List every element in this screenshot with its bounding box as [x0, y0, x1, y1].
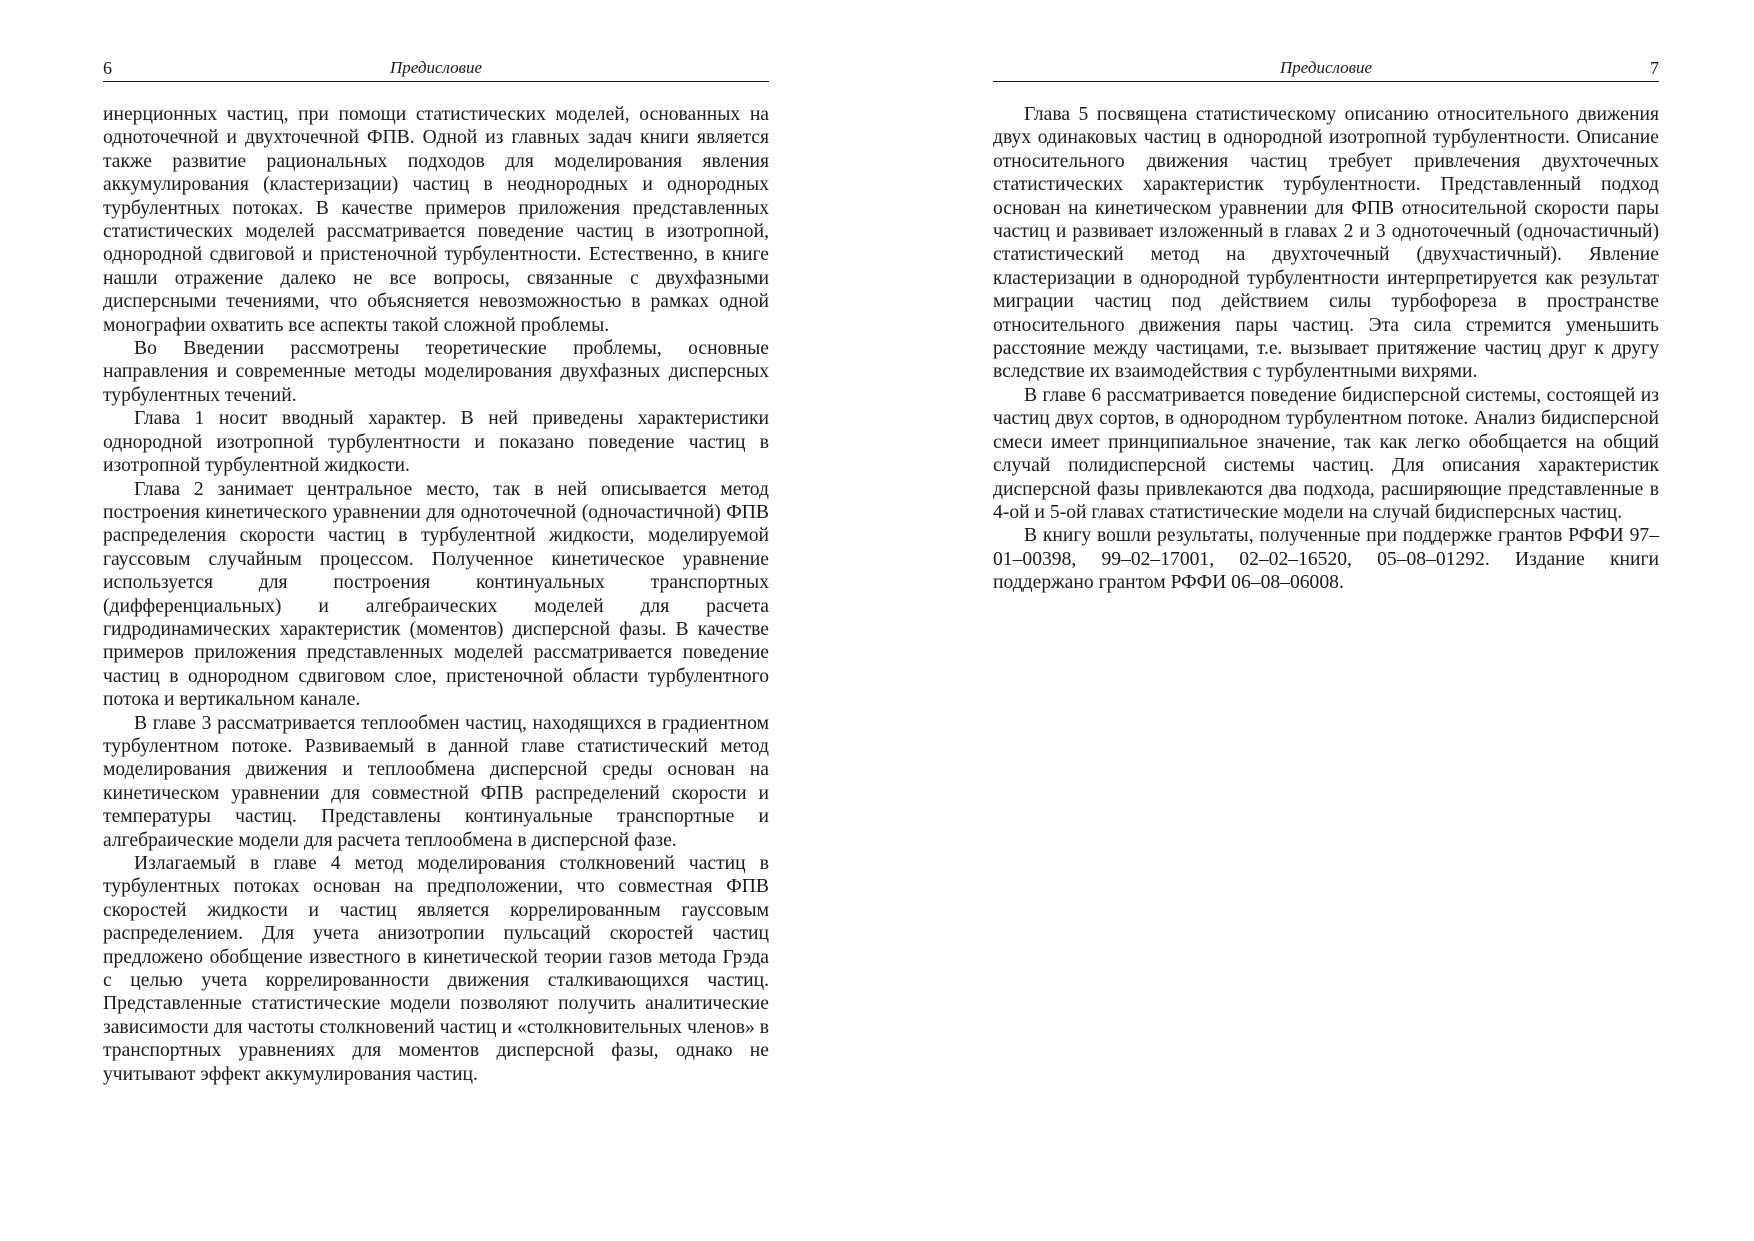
- paragraph: Излагаемый в главе 4 метод моделирования столкновений частиц в турбулентных потоках основан на предположении, что совместная ФПВ скоростей жидкости и частиц является коррелированным гауссовым распределением. Для учета анизотропии пульсаций скоростей частиц предложено обобщение известного в кинетической теории газов метода Грэда с целью учета коррелированности движения сталкивающихся частиц. Представленные статистические модели позволяют получить аналитические зависимости для частоты столкновений частиц и «столкновительных членов» в транспортных уравнениях для моментов дисперсной фазы, однако не учитывают эффект аккумулирования частиц.: [103, 853, 769, 1085]
- left-page: [103, 52, 769, 1086]
- left-page-number: 6: [103, 58, 112, 78]
- paragraph: В главе 6 рассматривается поведение бидисперсной системы, состоящей из частиц двух сортов, в однородном турбулентном потоке. Анализ бидисперсной смеси имеет принципиальное значение, так как легко обобщается на общий случай полидисперсной системы частиц. Для описания характеристик дисперсной фазы привлекаются два подхода, расширяющие представленные в 4-ой и 5-ой главах статистические модели на случай бидисперсных частиц.: [993, 384, 1659, 523]
- left-running-title: Предисловие: [389, 58, 483, 77]
- left-body-text: [103, 103, 769, 1086]
- right-running-title: Предисловие: [1279, 58, 1373, 77]
- right-body-text: [993, 103, 1659, 595]
- paragraph: Глава 5 посвящена статистическому описанию относительного движения двух одинаковых частиц в однородной изотропной турбулентности. Описание относительного движения частиц требует привлечения двухточечных статистических характеристик турбулентности. Представленный подход основан на кинетическом уравнении для ФПВ относительной скорости пары частиц и развивает изложенный в главах 2 и 3 одноточечный (одночастичный) статистический метод на двухточечный (двухчастичный). Явление кластеризации в однородной турбулентности интерпретируется как результат миграции частиц под действием силы турбофореза в пространстве относительного движения пары частиц. Эта сила стремится уменьшить расстояние между частицами, т.е. вызывает притяжение частиц друг к другу вследствие их взаимодействия с турбулентными вихрями.: [993, 104, 1659, 383]
- paragraph: В книгу вошли результаты, полученные при поддержке грантов РФФИ 97–01–00398, 99–02–17001, 02–02–16520, 05–08–01292. Издание книги поддержано грантом РФФИ 06–08–06008.: [993, 525, 1659, 594]
- paragraph: В главе 3 рассматривается теплообмен частиц, находящихся в градиентном турбулентном потоке. Развиваемый в данной главе статистический метод моделирования движения и теплообмена дисперсной среды основан на кинетическом уравнении для совместной ФПВ распределений скорости и температуры частиц. Представлены континуальные транспортные и алгебраические модели для расчета теплообмена в дисперсной фазе.: [103, 712, 769, 851]
- right-running-head: [993, 52, 1659, 82]
- right-page: [993, 52, 1659, 595]
- paragraph: Глава 2 занимает центральное место, так в ней описывается метод построения кинетического уравнении для одноточечной (одночастичной) ФПВ распределения скорости частиц в турбулентной жидкости, моделируемой гауссовым случайным процессом. Полученное кинетическое уравнение используется для построения континуальных транспортных (дифференциальных) и алгебраических моделей для расчета гидродинамических характеристик (моментов) дисперсной фазы. В качестве примеров приложения представленных моделей рассматривается поведение частиц в однородном сдвиговом слое, пристеночной области турбулентного потока и вертикальном канале.: [103, 478, 769, 711]
- paragraph: Во Введении рассмотрены теоретические проблемы, основные направления и современные методы моделирования двухфазных дисперсных турбулентных течений.: [103, 338, 769, 406]
- paragraph: Глава 1 носит вводный характер. В ней приведены характеристики однородной изотропной турбулентности и показано поведение частиц в изотропной турбулентной жидкости.: [103, 408, 769, 477]
- paragraph: инерционных частиц, при помощи статистических моделей, основанных на одноточечной и двухточечной ФПВ. Одной из главных задач книги является также развитие рациональных подходов для моделирования явления аккумулирования (кластеризации) частиц в неоднородных и однородных турбулентных потоках. В качестве примеров приложения представленных статистических моделей рассматривается поведение частиц в изотропной, однородной сдвиговой и пристеночной турбулентности. Естественно, в книге нашли отражение далеко не все вопросы, связанные с двухфазными дисперсными течениями, что объясняется невозможностью в рамках одной монографии охватить все аспекты такой сложной проблемы.: [103, 104, 769, 336]
- left-running-head: [103, 52, 769, 82]
- right-page-number: 7: [1650, 58, 1659, 78]
